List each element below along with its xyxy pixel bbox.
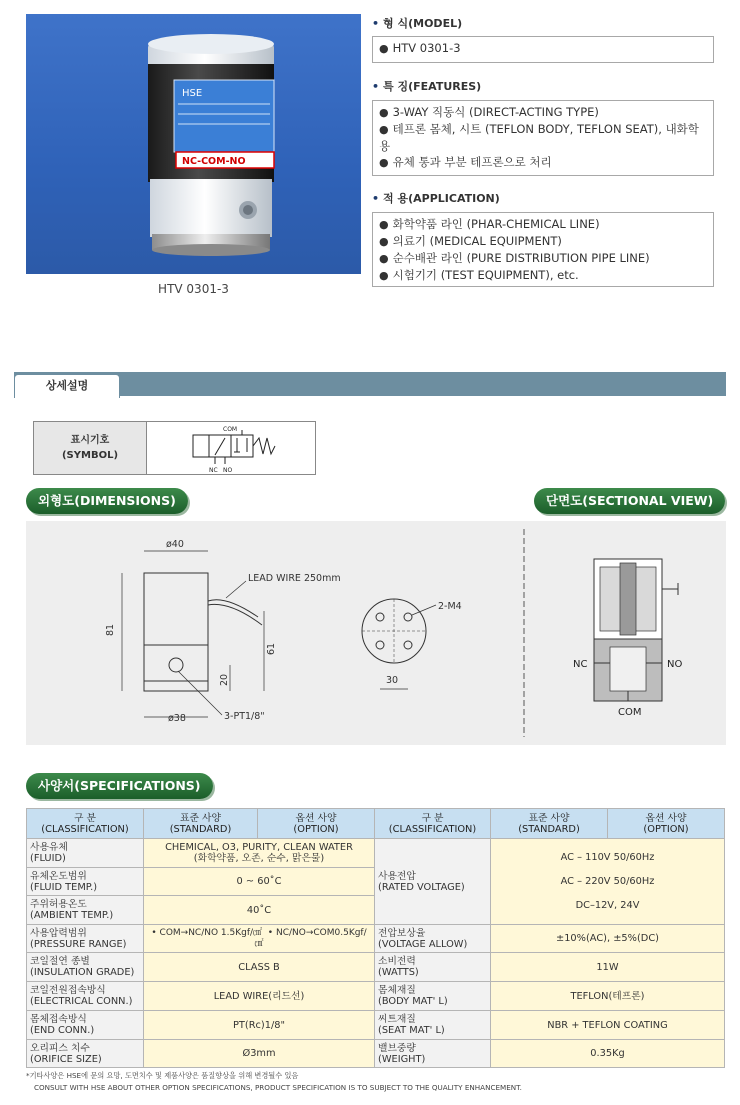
row-watt-value: 11W [491,953,725,982]
dim-h20: 20 [219,673,230,686]
press-v2: • NC/NO→COM0.5Kgf/㎠ [254,927,367,949]
hdr-class-ko: 구 분 [73,812,97,824]
hdr-std-r-ko: 표준 사양 [528,812,570,824]
fluid-en: (FLUID) [30,853,66,864]
application-item: ● 화학약품 라인 (PHAR-CHEMICAL LINE) [379,216,707,233]
hdr-opt [258,809,375,839]
dim-dia-top: ø40 [166,539,184,550]
section-nc: NC [573,659,588,670]
dimensions-title: 외형도(DIMENSIONS) [26,488,188,514]
volt-v1: AC – 110V 50/60Hz [560,851,655,863]
row-fluid-value [144,839,375,868]
body-ko: 몸체재질 [378,985,416,996]
row-va-value: ±10%(AC), ±5%(DC) [491,925,725,953]
watt-en: (WATTS) [378,967,419,978]
features-box [372,100,714,176]
symbol-label [34,422,147,474]
hdr-opt-en: (OPTION) [293,823,339,835]
row-va-label [375,925,491,953]
symbol-nc: NC [209,467,218,474]
elec-en: (ELECTRICAL CONN.) [30,996,133,1007]
press-ko: 사용압력범위 [30,927,87,939]
features-heading-text: 특 징(FEATURES) [383,80,482,93]
end-ko: 몸체접속방식 [30,1014,87,1025]
hdr-class [27,809,144,839]
model-heading-text: 형 식(MODEL) [383,17,463,30]
dim-lead-wire: LEAD WIRE 250mm [248,573,341,584]
row-orif-label [27,1040,144,1068]
hdr-opt-r-en: (OPTION) [643,823,689,835]
hdr-opt-ko: 옵션 사양 [295,812,337,824]
row-atemp-value: 40˚C [144,896,375,925]
volt-ko: 사용전압 [378,870,416,882]
symbol-com: COM [223,426,238,433]
row-ftemp-value: 0 ~ 60˚C [144,868,375,896]
label-brand: HSE [182,88,203,99]
note-en: CONSULT WITH HSE ABOUT OTHER OPTION SPECIFICATIONS, PRODUCT SPECIFICATION IS TO SUBJECT TO THE QUALITY ENHANCEMENT. [34,1083,522,1092]
orif-ko: 오리피스 치수 [30,1042,90,1054]
application-heading-text: 적 용(APPLICATION) [383,192,500,205]
va-en: (VOLTAGE ALLOW) [378,938,468,950]
elec-ko: 코일전원접속방식 [30,985,106,996]
row-press-label [27,925,144,953]
row-atemp-label [27,896,144,925]
hdr-std [144,809,258,839]
watt-ko: 소비전력 [378,956,416,967]
dim-bolt: 2-M4 [438,601,462,612]
row-orif-value: Ø3mm [144,1040,375,1068]
hdr-std-r [491,809,608,839]
va-ko: 전압보상율 [378,927,426,939]
table-row [27,953,725,982]
valve-illustration [26,14,361,274]
ins-en: (INSULATION GRADE) [30,967,135,978]
photo-caption: HTV 0301-3 [158,282,229,296]
tab-detail[interactable]: 상세설명 [14,374,120,398]
dim-h81: 81 [105,623,116,636]
row-seat-label [375,1011,491,1040]
model-value: ● HTV 0301-3 [379,40,707,57]
ftemp-ko: 유체온도범위 [30,870,87,882]
row-ftemp-label [27,868,144,896]
product-photo [26,14,361,274]
hdr-std-en: (STANDARD) [169,823,232,835]
detail-bar [14,372,726,396]
features-heading: • 특 징(FEATURES) [372,80,482,93]
ftemp-en: (FLUID TEMP.) [30,881,98,893]
table-row [27,1011,725,1040]
row-elec-value: LEAD WIRE(리드선) [144,982,375,1011]
fluid-ko: 사용유체 [30,842,68,853]
hdr-class-r-en: (CLASSIFICATION) [388,823,477,835]
application-item: ● 시험기기 (TEST EQUIPMENT), etc. [379,267,707,284]
section-com: COM [618,707,642,718]
end-en: (END CONN.) [30,1025,95,1036]
seat-ko: 씨트재질 [378,1014,416,1025]
row-end-label [27,1011,144,1040]
body-en: (BODY MAT' L) [378,996,448,1007]
wt-en: (WEIGHT) [378,1053,426,1065]
hdr-class-r [375,809,491,839]
symbol-label-ko: 표시기호 [70,435,110,446]
feature-item: ● 3-WAY 직동식 (DIRECT-ACTING TYPE) [379,104,707,121]
table-row [27,1040,725,1068]
orif-en: (ORIFICE SIZE) [30,1053,102,1065]
row-body-value: TEFLON(테프론) [491,982,725,1011]
atemp-ko: 주위허용온도 [30,899,87,910]
hdr-class-en: (CLASSIFICATION) [41,823,129,835]
wt-ko: 밸브중량 [378,1042,416,1054]
seat-en: (SEAT MAT' L) [378,1025,445,1036]
hdr-opt-r-ko: 옵션 사양 [645,812,687,824]
symbol-label-en: (SYMBOL) [61,450,119,461]
hdr-class-r-ko: 구 분 [421,812,444,824]
row-end-value: PT(Rc)1/8" [144,1011,375,1040]
row-watt-label [375,953,491,982]
model-box [372,36,714,63]
row-wt-label [375,1040,491,1068]
table-header-row [27,809,725,839]
row-seat-value: NBR + TEFLON COATING [491,1011,725,1040]
feature-item: ● 유체 통과 부분 테프론으로 처리 [379,154,707,171]
valve-symbol-icon [147,422,315,474]
hdr-std-ko: 표준 사양 [180,812,221,824]
row-elec-label [27,982,144,1011]
sectional-title: 단면도(SECTIONAL VIEW) [534,488,725,514]
fluid-v2: (화학약품, 오존, 순수, 맑은물) [193,853,325,864]
model-heading: • 형 식(MODEL) [372,17,463,30]
dimension-drawing [26,521,726,745]
application-item: ● 의료기 (MEDICAL EQUIPMENT) [379,233,707,250]
press-v1: • COM→NC/NO 1.5Kgf/㎠ [151,927,263,938]
ins-ko: 코일절연 종별 [30,956,90,967]
hdr-std-r-en: (STANDARD) [518,823,580,835]
section-no: NO [667,659,683,670]
dim-port: 3-PT1/8" [224,711,265,722]
dim-h61: 61 [266,642,277,655]
row-voltage-label [375,839,491,925]
press-en: (PRESSURE RANGE) [30,938,127,950]
fluid-v1: CHEMICAL, O3, PURITY, CLEAN WATER [165,842,353,853]
application-heading: • 적 용(APPLICATION) [372,192,500,205]
specs-title: 사양서(SPECIFICATIONS) [26,773,213,799]
specs-table [26,808,725,1068]
atemp-en: (AMBIENT TEMP.) [30,910,114,921]
volt-v3: DC–12V, 24V [575,899,640,911]
table-row [27,925,725,953]
row-press-value [144,925,375,953]
table-row [27,982,725,1011]
row-fluid-label [27,839,144,868]
symbol-no: NO [223,467,233,474]
drawing-area [26,521,726,745]
row-body-label [375,982,491,1011]
table-row [27,839,725,868]
row-wt-value: 0.35Kg [491,1040,725,1068]
label-ports: NC-COM-NO [182,156,246,167]
symbol-box [33,421,316,475]
symbol-figure [147,422,315,474]
row-ins-value: CLASS B [144,953,375,982]
application-box [372,212,714,287]
dim-w30: 30 [386,675,399,686]
volt-en: (RATED VOLTAGE) [378,881,465,893]
volt-v2: AC – 220V 50/60Hz [560,875,655,887]
dim-dia-bottom: ø38 [168,713,186,724]
feature-item: ● 테프론 몸체, 시트 (TEFLON BODY, TEFLON SEAT), 내화학용 [379,121,707,154]
row-voltage-value [491,839,725,925]
row-ins-label [27,953,144,982]
application-item: ● 순수배관 라인 (PURE DISTRIBUTION PIPE LINE) [379,250,707,267]
hdr-opt-r [608,809,725,839]
note-ko: *기타사양은 HSE에 문의 요망, 도면치수 및 제품사양은 품질향상을 위해 변경될수 있음 [26,1071,299,1080]
